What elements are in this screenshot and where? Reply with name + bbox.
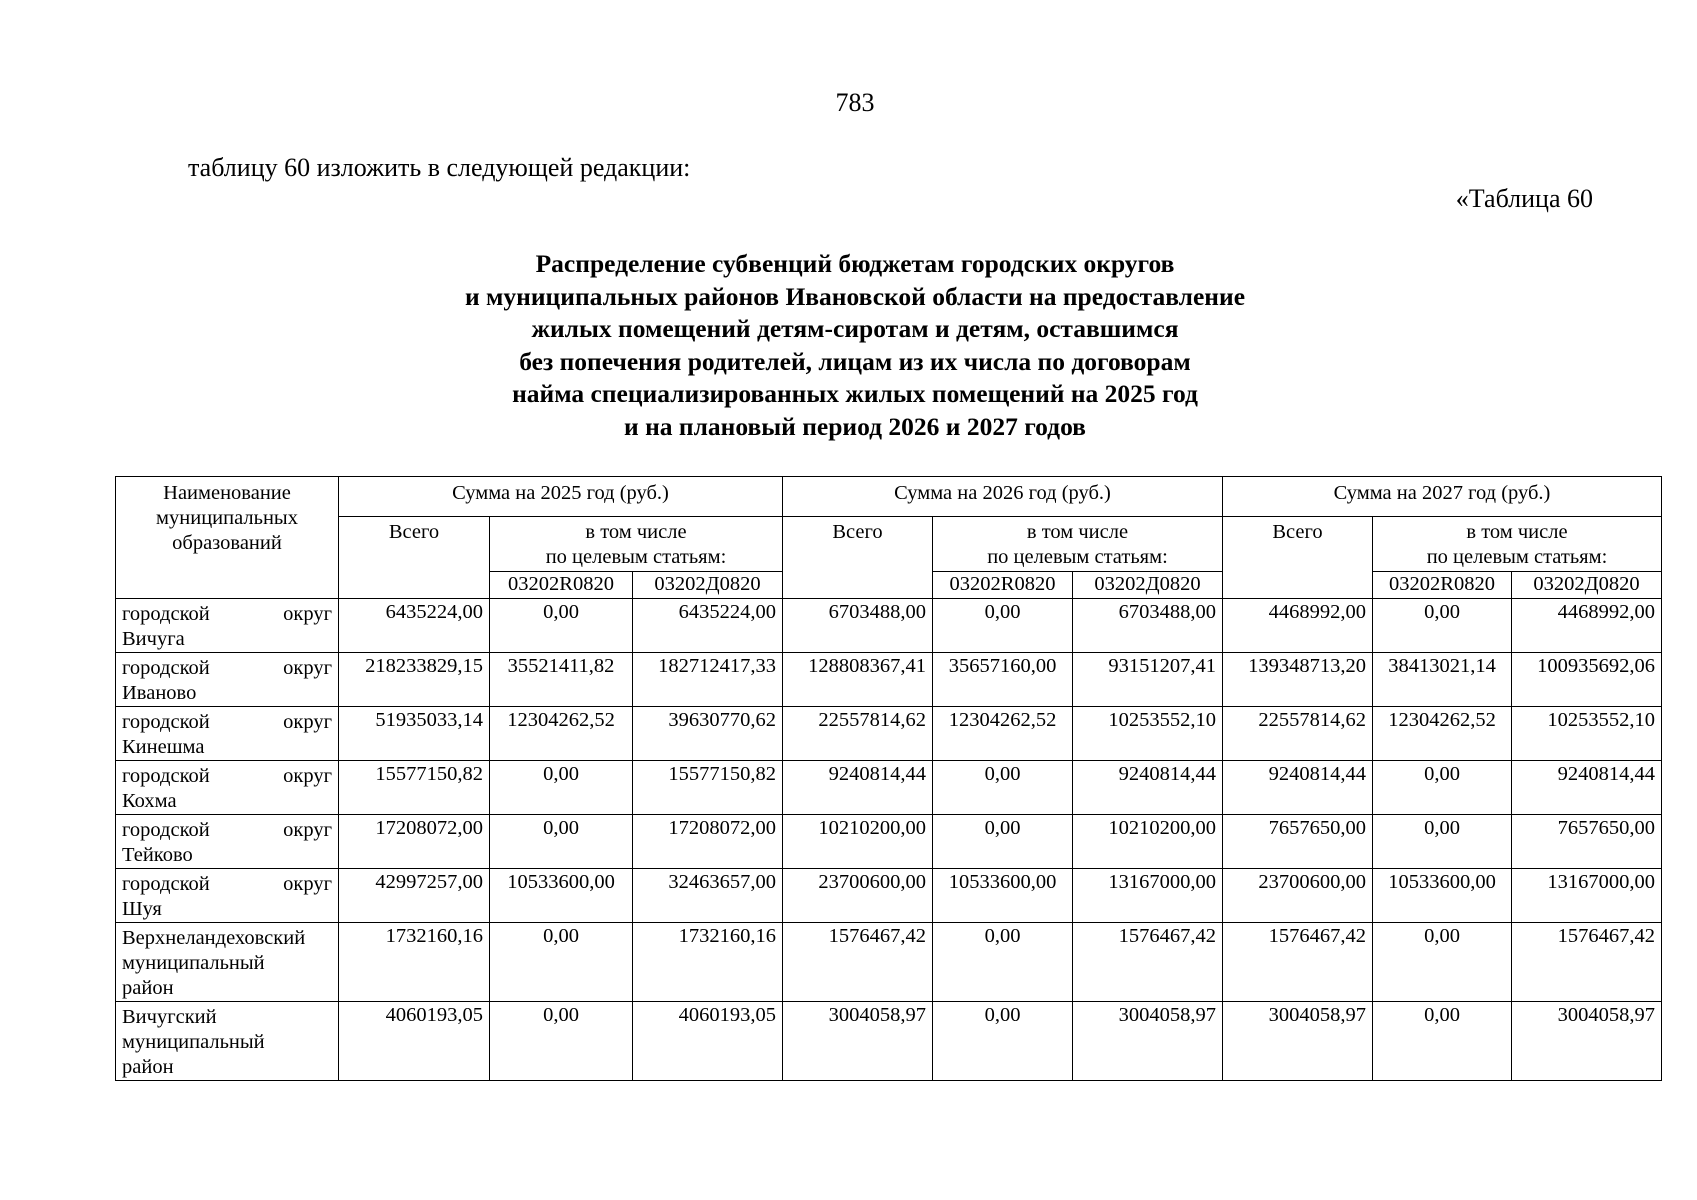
table-cell: 10253552,10 [1073,707,1223,761]
table-cell: 9240814,44 [1512,761,1662,815]
header-code-d-2026: 03202Д0820 [1073,572,1223,599]
table-row [116,599,1662,653]
table-cell: 12304262,52 [1373,707,1512,761]
table-row [116,653,1662,707]
header-including-line2: по целевым статьям: [987,546,1168,568]
table-cell: 9240814,44 [1073,761,1223,815]
header-year-2027: Сумма на 2027 год (руб.) [1223,477,1662,517]
row-name-rest: Кохма [122,790,177,812]
table-cell: 0,00 [933,599,1073,653]
table-cell: 1732160,16 [339,923,490,1002]
row-name [116,815,339,869]
table-cell: 12304262,52 [490,707,633,761]
header-including-line1: в том числе [1026,521,1129,543]
table-cell: 4060193,05 [339,1002,490,1081]
table-cell: 0,00 [1373,923,1512,1002]
row-name-part: городской [122,603,210,625]
row-name-part: округ [283,873,332,895]
table-row [116,707,1662,761]
table-cell: 4468992,00 [1512,599,1662,653]
table-cell: 0,00 [490,923,633,1002]
table-cell: 93151207,41 [1073,653,1223,707]
row-name-rest: муниципальный район [122,1031,265,1078]
table-cell: 22557814,62 [1223,707,1373,761]
table-cell: 39630770,62 [633,707,783,761]
table-cell: 1576467,42 [1223,923,1373,1002]
table-cell: 15577150,82 [633,761,783,815]
header-including-2027 [1373,517,1662,572]
row-name-rest: Шуя [122,898,162,920]
table-cell: 10533600,00 [1373,869,1512,923]
table-cell: 23700600,00 [1223,869,1373,923]
table-cell: 0,00 [933,1002,1073,1081]
table-cell: 35657160,00 [933,653,1073,707]
table-cell: 3004058,97 [1073,1002,1223,1081]
table-cell: 0,00 [490,599,633,653]
table-cell: 0,00 [933,761,1073,815]
row-name-part: городской [122,873,210,895]
table-row [116,761,1662,815]
header-total-2025: Всего [339,517,490,599]
header-including-line1: в том числе [585,521,687,543]
table-cell: 10253552,10 [1512,707,1662,761]
table-cell: 10533600,00 [933,869,1073,923]
row-name-part: округ [283,819,332,841]
row-name-rest: Кинешма [122,736,205,758]
table-cell: 32463657,00 [633,869,783,923]
row-name [116,1002,339,1081]
header-total-2026: Всего [783,517,933,599]
table-cell: 0,00 [1373,1002,1512,1081]
row-name-rest: Тейково [122,844,193,866]
subsidy-table [115,476,1662,1081]
table-cell: 182712417,33 [633,653,783,707]
row-name-rest: муниципальный район [122,952,265,999]
intro-text: таблицу 60 изложить в следующей редакции: [188,153,691,182]
header-including-2025 [490,517,783,572]
table-cell: 3004058,97 [1512,1002,1662,1081]
table-cell: 4468992,00 [1223,599,1373,653]
table-cell: 10210200,00 [783,815,933,869]
row-name [116,599,339,653]
header-total-2027: Всего [1223,517,1373,599]
row-name-part: городской [122,711,210,733]
table-cell: 218233829,15 [339,653,490,707]
table-cell: 0,00 [1373,815,1512,869]
table-cell: 17208072,00 [633,815,783,869]
table-cell: 9240814,44 [1223,761,1373,815]
table-cell: 15577150,82 [339,761,490,815]
table-cell: 22557814,62 [783,707,933,761]
table-cell: 13167000,00 [1512,869,1662,923]
table-cell: 6703488,00 [1073,599,1223,653]
table-cell: 10210200,00 [1073,815,1223,869]
header-including-line2: по целевым статьям: [1426,546,1608,568]
row-name-part: городской [122,819,210,841]
table-cell: 23700600,00 [783,869,933,923]
table-cell: 1576467,42 [1073,923,1223,1002]
table-cell: 7657650,00 [1223,815,1373,869]
row-name-part: Вичугский [122,1006,217,1028]
table-cell: 139348713,20 [1223,653,1373,707]
row-name-rest: Иваново [122,682,197,704]
row-name [116,923,339,1002]
table-row [116,923,1662,1002]
title-line: и на плановый период 2026 и 2027 годов [624,411,1086,441]
row-name-part: округ [283,603,332,625]
table-cell: 128808367,41 [783,653,933,707]
table-cell: 4060193,05 [633,1002,783,1081]
header-code-d-2025: 03202Д0820 [633,572,783,599]
header-code-r-2027: 03202R0820 [1373,572,1512,599]
row-name-part: Верхнеландеховский [122,927,306,949]
title-line: жилых помещений детям-сиротам и детям, оставшимся [531,314,1179,343]
table-row [116,869,1662,923]
table-cell: 12304262,52 [933,707,1073,761]
header-including-line1: в том числе [1466,521,1568,543]
table-cell: 100935692,06 [1512,653,1662,707]
table-label: «Таблица 60 [1455,184,1593,213]
row-name [116,869,339,923]
title-line: без попечения родителей, лицам из их числа по договорам [519,346,1191,376]
table-row [116,815,1662,869]
table-cell: 35521411,82 [490,653,633,707]
row-name-part: округ [283,657,332,679]
row-name-part: городской [122,657,210,679]
header-code-r-2026: 03202R0820 [933,572,1073,599]
table-cell: 0,00 [933,815,1073,869]
table-cell: 10533600,00 [490,869,633,923]
table-cell: 42997257,00 [339,869,490,923]
header-including-line2: по целевым статьям: [545,546,727,568]
row-name-part: городской [122,765,210,787]
header-code-r-2025: 03202R0820 [490,572,633,599]
header-year-2026: Сумма на 2026 год (руб.) [783,477,1223,517]
table-cell: 6435224,00 [339,599,490,653]
row-name [116,653,339,707]
table-row [116,1002,1662,1081]
table-cell: 0,00 [490,1002,633,1081]
row-name-rest: Вичуга [122,628,185,650]
page-number: 783 [835,88,875,117]
title-line: и муниципальных районов Ивановской области на предоставление [464,281,1246,311]
header-code-d-2027: 03202Д0820 [1512,572,1662,599]
table-cell: 0,00 [490,815,633,869]
table-cell: 3004058,97 [1223,1002,1373,1081]
table-cell: 3004058,97 [783,1002,933,1081]
table-cell: 0,00 [933,923,1073,1002]
table-cell: 0,00 [1373,761,1512,815]
row-name [116,761,339,815]
title-line: найма специализированных жилых помещений на 2025 год [512,379,1198,408]
header-including-2026 [933,517,1223,572]
table-cell: 6703488,00 [783,599,933,653]
table-cell: 1732160,16 [633,923,783,1002]
table-cell: 0,00 [490,761,633,815]
table-cell: 1576467,42 [1512,923,1662,1002]
table-cell: 0,00 [1373,599,1512,653]
title-line: Распределение субвенций бюджетам городских округов [535,249,1175,278]
table-cell: 51935033,14 [339,707,490,761]
table-cell: 1576467,42 [783,923,933,1002]
table-cell: 38413021,14 [1373,653,1512,707]
document-title [300,248,1410,443]
row-name [116,707,339,761]
table-cell: 7657650,00 [1512,815,1662,869]
table-cell: 6435224,00 [633,599,783,653]
table-cell: 13167000,00 [1073,869,1223,923]
header-name: Наименование муниципальных образований [116,477,339,599]
table-cell: 17208072,00 [339,815,490,869]
row-name-part: округ [283,765,332,787]
row-name-part: округ [283,711,332,733]
header-year-2025: Сумма на 2025 год (руб.) [339,477,783,517]
table-cell: 9240814,44 [783,761,933,815]
